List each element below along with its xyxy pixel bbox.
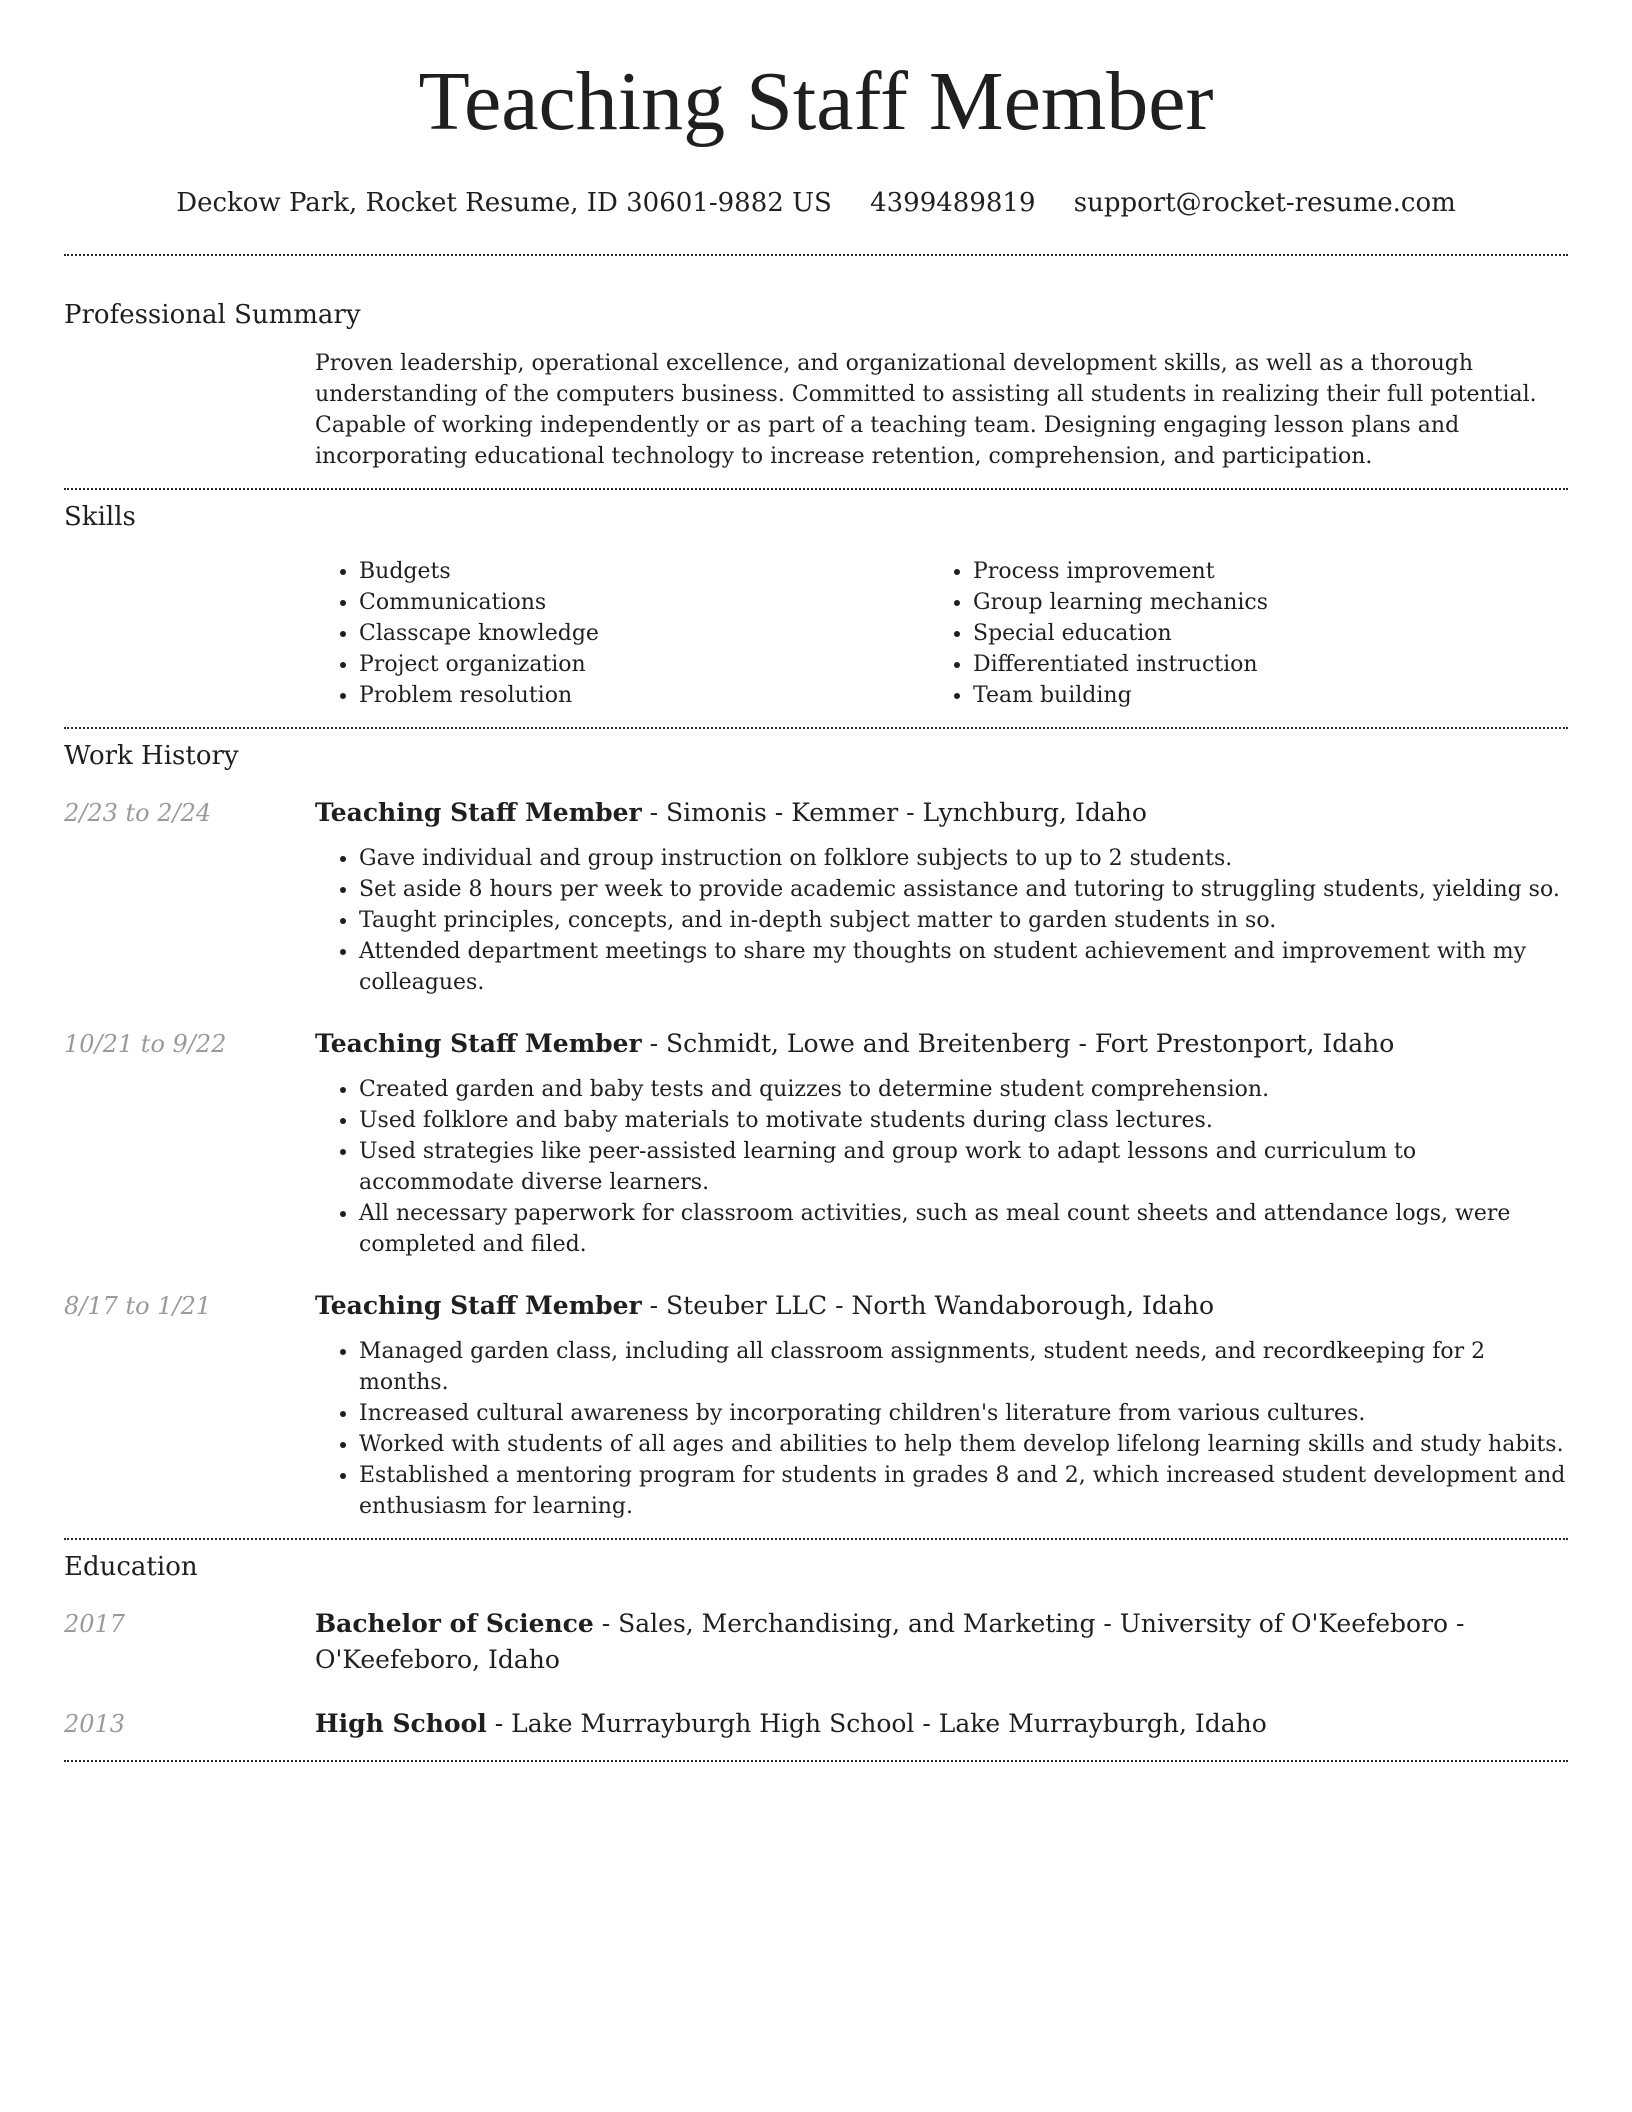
education-section: [0, 1540, 1632, 1742]
job-title: [315, 795, 1568, 831]
skill-item: • Problem resolution: [359, 680, 929, 711]
skill-item: • Special education: [973, 618, 1543, 649]
job-bullet: • Created garden and baby tests and quizzes to determine student comprehension.: [359, 1074, 1568, 1105]
job-bullet: • Used folklore and baby materials to motivate students during class lectures.: [359, 1105, 1568, 1136]
skill-item: • Team building: [973, 680, 1543, 711]
skills-section: [0, 490, 1632, 711]
skill-item: • Process improvement: [973, 556, 1543, 587]
job-role: Teaching Staff Member: [315, 1291, 642, 1320]
job-bullet: • Attended department meetings to share my thoughts on student achievement and improvement with my colleagues.: [359, 936, 1568, 998]
job-bullet: • Increased cultural awareness by incorporating children's literature from various cultures.: [359, 1398, 1568, 1429]
contact-line: [0, 188, 1632, 218]
job-body: [315, 1026, 1568, 1260]
job-entry: [64, 1288, 1568, 1522]
education-degree: Bachelor of Science: [315, 1609, 594, 1638]
job-bullet: • Gave individual and group instruction on folklore subjects to up to 2 students.: [359, 843, 1568, 874]
skill-item: • Classcape knowledge: [359, 618, 929, 649]
job-body: [315, 795, 1568, 998]
job-title: [315, 1026, 1568, 1062]
education-year: 2013: [64, 1710, 126, 1738]
job-bullet: • Set aside 8 hours per week to provide academic assistance and tutoring to struggling students, yielding so.: [359, 874, 1568, 905]
candidate-name: Teaching Staff Member: [418, 55, 1214, 148]
job-dates: 10/21 to 9/22: [64, 1030, 227, 1058]
work-section: [0, 729, 1632, 1522]
job-bullet: • Taught principles, concepts, and in-depth subject matter to garden students in so.: [359, 905, 1568, 936]
job-role: Teaching Staff Member: [315, 798, 642, 827]
job-entry: [64, 1026, 1568, 1260]
job-bullets: [315, 1336, 1568, 1522]
job-role: Teaching Staff Member: [315, 1029, 642, 1058]
summary-content: [315, 348, 1568, 472]
divider: [64, 1760, 1568, 1762]
education-details: - Lake Murrayburgh High School - Lake Murrayburgh, Idaho: [486, 1709, 1267, 1738]
summary-section: [0, 256, 1632, 472]
job-entry: [64, 795, 1568, 998]
education-entry: [64, 1706, 1568, 1742]
education-title: [315, 1606, 1568, 1678]
summary-text: Proven leadership, operational excellence, and organizational development skills, as well as a thorough understanding of the computers business. Committed to assisting all students in realizing their full potential. Capable of working independently or as part of a teaching team. Designing engaging lesson plans and incorporating educational technology to increase retention, comprehension, and participation.: [315, 351, 1537, 469]
skill-item: • Group learning mechanics: [973, 587, 1543, 618]
job-dates: 2/23 to 2/24: [64, 799, 212, 827]
job-details: - Schmidt, Lowe and Breitenberg - Fort Prestonport, Idaho: [641, 1029, 1395, 1058]
skills-grid: [315, 556, 1568, 711]
section-title-skills: Skills: [64, 502, 136, 532]
job-details: - Simonis - Kemmer - Lynchburg, Idaho: [641, 798, 1147, 827]
job-bullets: [315, 843, 1568, 998]
job-bullet: • Established a mentoring program for students in grades 8 and 2, which increased student development and enthusiasm for learning.: [359, 1460, 1568, 1522]
job-bullet: • All necessary paperwork for classroom activities, such as meal count sheets and attendance logs, were completed and filed.: [359, 1198, 1568, 1260]
contact-address: Deckow Park, Rocket Resume, ID 30601-9882 US: [176, 188, 832, 218]
education-year: 2017: [64, 1610, 126, 1638]
resume-header: [0, 0, 1632, 218]
skills-list-right: [929, 556, 1543, 711]
education-body: [315, 1706, 1568, 1742]
education-entry: [64, 1606, 1568, 1678]
contact-email: support@rocket-resume.com: [1073, 188, 1456, 218]
education-body: [315, 1606, 1568, 1678]
skill-item: • Project organization: [359, 649, 929, 680]
job-dates: 8/17 to 1/21: [64, 1292, 212, 1320]
job-bullet: • Worked with students of all ages and abilities to help them develop lifelong learning skills and study habits.: [359, 1429, 1568, 1460]
skills-list-left: [315, 556, 929, 711]
section-title-summary: Professional Summary: [64, 300, 361, 330]
job-details: - Steuber LLC - North Wandaborough, Idaho: [641, 1291, 1214, 1320]
job-body: [315, 1288, 1568, 1522]
job-bullet: • Managed garden class, including all classroom assignments, student needs, and recordkeeping for 2 months.: [359, 1336, 1568, 1398]
job-bullets: [315, 1074, 1568, 1260]
skill-item: • Differentiated instruction: [973, 649, 1543, 680]
education-details: - Sales, Merchandising, and Marketing - University of O'Keefeboro - O'Keefeboro, Idaho: [315, 1609, 1465, 1674]
section-title-education: Education: [64, 1552, 198, 1582]
job-title: [315, 1288, 1568, 1324]
education-degree: High School: [315, 1709, 487, 1738]
contact-phone: 4399489819: [870, 188, 1036, 218]
job-bullet: • Used strategies like peer-assisted learning and group work to adapt lessons and curriculum to accommodate diverse learners.: [359, 1136, 1568, 1198]
skill-item: • Budgets: [359, 556, 929, 587]
skill-item: • Communications: [359, 587, 929, 618]
education-title: [315, 1706, 1568, 1742]
section-title-work: Work History: [64, 741, 239, 771]
